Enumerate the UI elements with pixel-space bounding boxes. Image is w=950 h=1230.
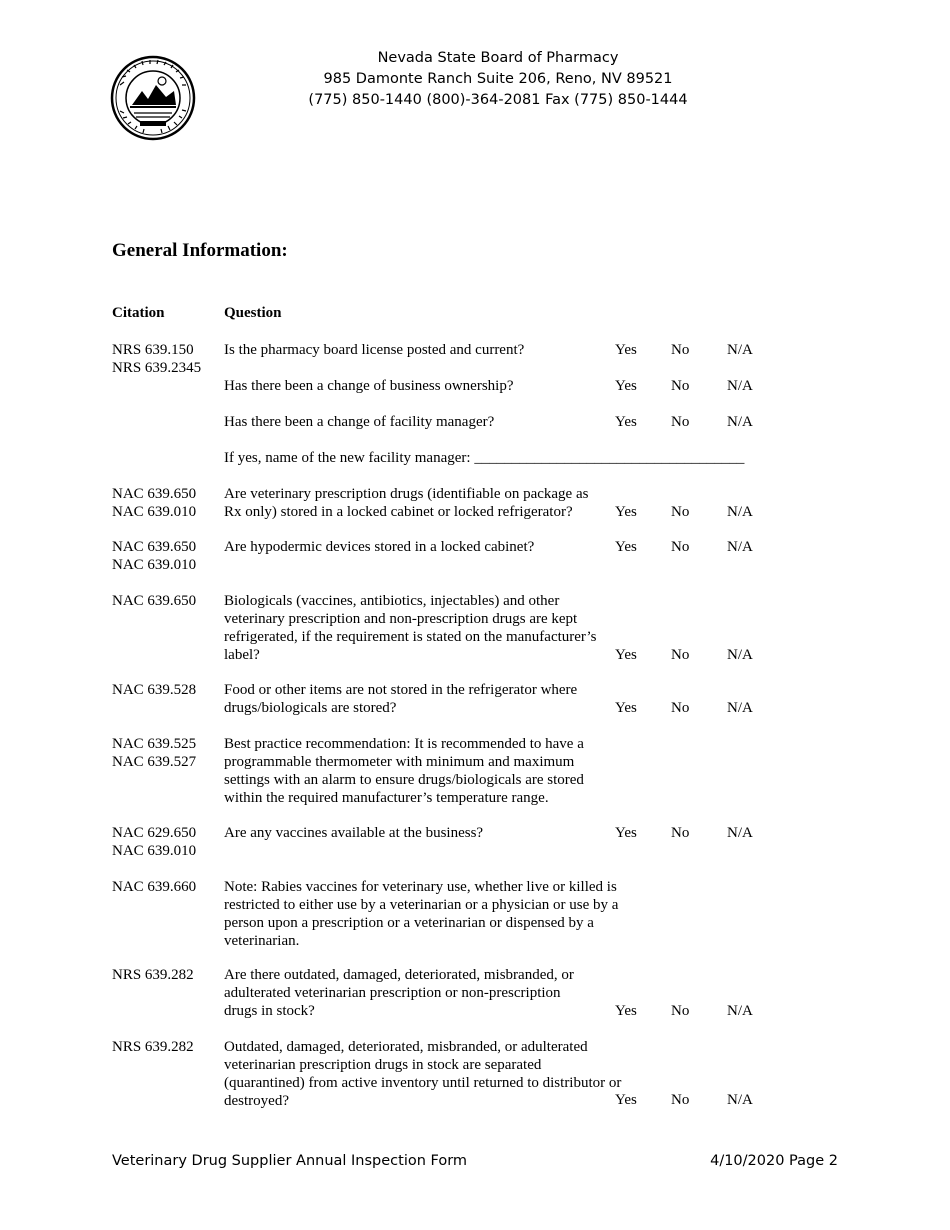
citation: NRS 639.282: [112, 967, 194, 983]
answer-na[interactable]: N/A: [727, 378, 753, 394]
question: Biologicals (vaccines, antibiotics, injectables) and other veterinary prescription and non-prescription drugs are kept refrigerated, if the requirement is stated on the manufacturer’s label?: [224, 593, 597, 663]
citation: NAC 639.650 NAC 639.010: [112, 539, 197, 573]
answer-na[interactable]: N/A: [727, 700, 753, 716]
question: Are hypodermic devices stored in a locked cabinet?: [224, 539, 535, 555]
question-column-header: Question: [224, 305, 282, 321]
answer-no[interactable]: No: [671, 1092, 690, 1108]
answer-yes[interactable]: Yes: [615, 378, 637, 394]
answer-na[interactable]: N/A: [727, 539, 753, 555]
citation: NRS 639.150 NRS 639.2345: [112, 342, 202, 376]
footer-date-page: 4/10/2020 Page 2: [710, 1153, 838, 1169]
question: Has there been a change of business ownership?: [224, 378, 514, 394]
answer-no[interactable]: No: [671, 504, 690, 520]
citation: NAC 639.528: [112, 682, 197, 698]
answer-no[interactable]: No: [671, 414, 690, 430]
answer-yes[interactable]: Yes: [615, 647, 637, 663]
answer-yes[interactable]: Yes: [615, 1003, 637, 1019]
answer-na[interactable]: N/A: [727, 342, 753, 358]
answer-no[interactable]: No: [671, 700, 690, 716]
citation: NRS 639.282: [112, 1039, 194, 1055]
question: Are there outdated, damaged, deteriorated, misbranded, or adulterated veterinarian prescription or non-prescription drugs in stock?: [224, 967, 574, 1019]
answer-yes[interactable]: Yes: [615, 700, 637, 716]
answer-no[interactable]: No: [671, 539, 690, 555]
citation: NAC 639.660: [112, 879, 197, 895]
citation: NAC 639.525 NAC 639.527: [112, 736, 197, 770]
citation: NAC 639.650 NAC 639.010: [112, 486, 197, 520]
answer-yes[interactable]: Yes: [615, 414, 637, 430]
answer-no[interactable]: No: [671, 342, 690, 358]
answer-na[interactable]: N/A: [727, 647, 753, 663]
question: Is the pharmacy board license posted and current?: [224, 342, 525, 358]
org-phones: (775) 850-1440 (800)-364-2081 Fax (775) 850-1444: [308, 92, 688, 108]
answer-na[interactable]: N/A: [727, 414, 753, 430]
answer-no[interactable]: No: [671, 647, 690, 663]
answer-na[interactable]: N/A: [727, 825, 753, 841]
question: Food or other items are not stored in the refrigerator where drugs/biologicals are stored?: [224, 682, 578, 716]
answer-no[interactable]: No: [671, 1003, 690, 1019]
question: Has there been a change of facility manager?: [224, 414, 495, 430]
footer-form-name: Veterinary Drug Supplier Annual Inspection Form: [112, 1153, 468, 1169]
facility-manager-name-field[interactable]: If yes, name of the new facility manager: ____________________________________: [224, 450, 745, 466]
answer-no[interactable]: No: [671, 378, 690, 394]
best-practice-note: Best practice recommendation: It is recommended to have a programmable thermometer with minimum and maximum settings with an alarm to ensure drugs/biologicals are stored within the required manufacturer’s temperature range.: [224, 736, 584, 806]
question: Are veterinary prescription drugs (identifiable on package as Rx only) stored in a locked cabinet or locked refrigerator?: [224, 486, 589, 520]
question: Outdated, damaged, deteriorated, misbranded, or adulterated veterinarian prescription drugs in stock are separated (quarantined) from active inventory until returned to distributor or destroyed?: [224, 1039, 622, 1109]
answer-yes[interactable]: Yes: [615, 504, 637, 520]
question: Are any vaccines available at the business?: [224, 825, 484, 841]
org-name: Nevada State Board of Pharmacy: [377, 50, 619, 66]
citation: NAC 629.650 NAC 639.010: [112, 825, 197, 859]
answer-yes[interactable]: Yes: [615, 1092, 637, 1108]
answer-yes[interactable]: Yes: [615, 342, 637, 358]
answer-yes[interactable]: Yes: [615, 539, 637, 555]
citation: NAC 639.650: [112, 593, 197, 609]
answer-yes[interactable]: Yes: [615, 825, 637, 841]
citation-column-header: Citation: [112, 305, 165, 321]
answer-na[interactable]: N/A: [727, 1092, 753, 1108]
rabies-note: Note: Rabies vaccines for veterinary use, whether live or killed is restricted to either use by a veterinarian or a physician or use by a person upon a prescription or a veterinarian or dispensed by a veterinarian.: [224, 879, 619, 949]
answer-no[interactable]: No: [671, 825, 690, 841]
section-title: General Information:: [112, 240, 288, 261]
answer-na[interactable]: N/A: [727, 1003, 753, 1019]
answer-na[interactable]: N/A: [727, 504, 753, 520]
letterhead: [0, 48, 950, 111]
org-address: 985 Damonte Ranch Suite 206, Reno, NV 89521: [323, 71, 673, 87]
